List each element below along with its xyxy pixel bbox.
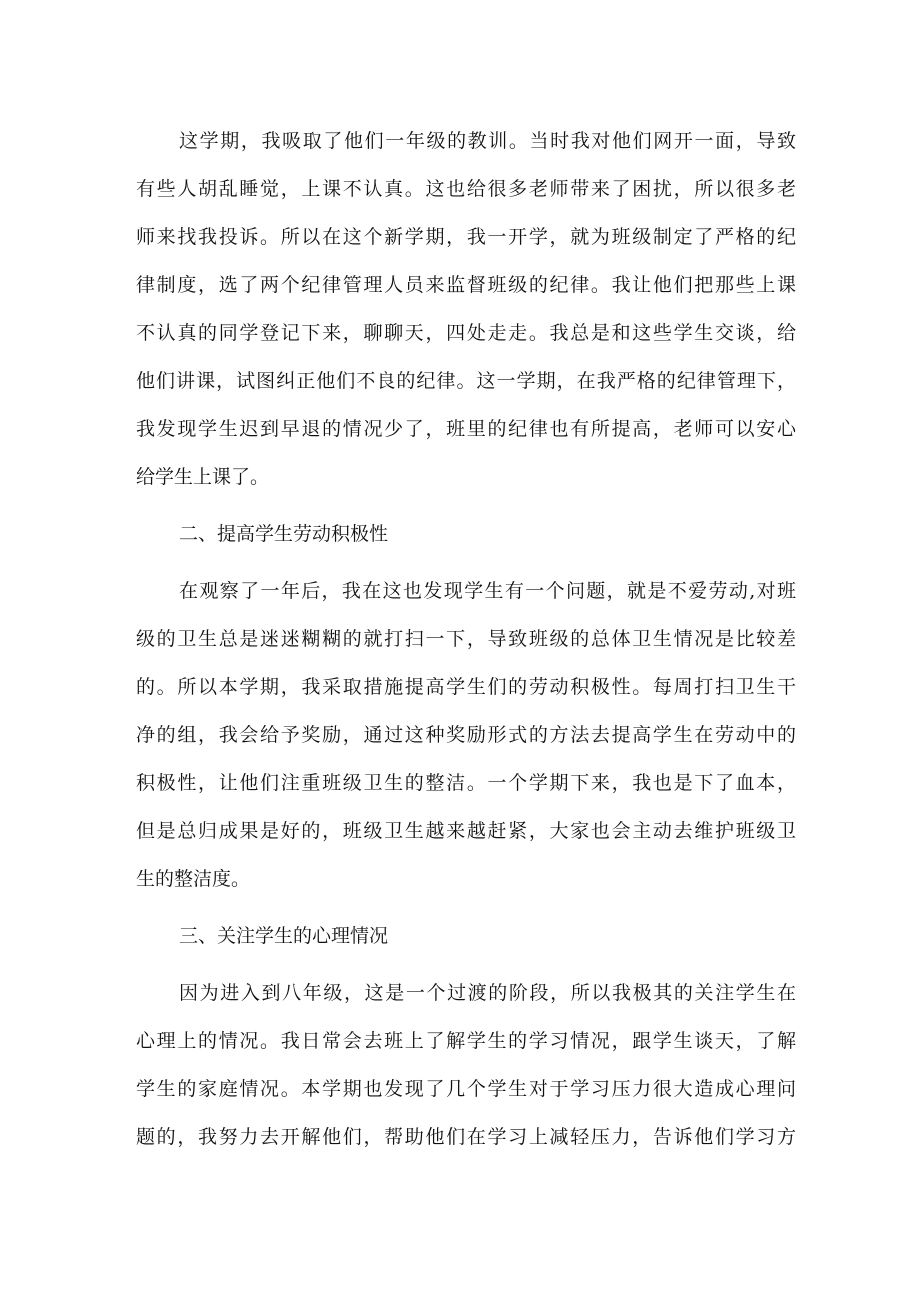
- paragraph-line: 在观察了一年后，我在这也发现学生有一个问题，就是不爱劳动,对班: [179, 580, 796, 602]
- section-heading-2: 二、提高学生劳动积极性: [179, 523, 389, 545]
- paragraph-line: 生的整洁度。: [136, 868, 251, 890]
- paragraph-line: 师来找我投诉。所以在这个新学期，我一开学，就为班级制定了严格的纪: [136, 226, 796, 248]
- paragraph-line: 他们讲课，试图纠正他们不良的纪律。这一学期，在我严格的纪律管理下，: [136, 370, 796, 392]
- paragraph-line: 积极性，让他们注重班级卫生的整洁。一个学期下来，我也是下了血本，: [136, 772, 796, 794]
- paragraph-line: 但是总归成果是好的，班级卫生越来越赶紧，大家也会主动去维护班级卫: [136, 820, 796, 842]
- paragraph-line: 净的组，我会给予奖励，通过这种奖励形式的方法去提高学生在劳动中的: [136, 724, 796, 746]
- paragraph-line: 有些人胡乱睡觉，上课不认真。这也给很多老师带来了困扰，所以很多老: [136, 178, 796, 200]
- paragraph-line: 我发现学生迟到早退的情况少了，班里的纪律也有所提高，老师可以安心: [136, 418, 796, 440]
- paragraph-line: 不认真的同学登记下来，聊聊天，四处走走。我总是和这些学生交谈，给: [136, 322, 796, 344]
- paragraph-line: 题的，我努力去开解他们，帮助他们在学习上减轻压力，告诉他们学习方: [136, 1126, 796, 1148]
- paragraph-line: 给学生上课了。: [136, 466, 270, 488]
- paragraph-line: 因为进入到八年级，这是一个过渡的阶段，所以我极其的关注学生在: [179, 982, 796, 1004]
- paragraph-line: 学生的家庭情况。本学期也发现了几个学生对于学习压力很大造成心理问: [136, 1078, 796, 1100]
- paragraph-line: 的。所以本学期，我采取措施提高学生们的劳动积极性。每周打扫卫生干: [136, 676, 796, 698]
- paragraph-line: 律制度，选了两个纪律管理人员来监督班级的纪律。我让他们把那些上课: [136, 274, 796, 296]
- paragraph-line: 心理上的情况。我日常会去班上了解学生的学习情况，跟学生谈天，了解: [136, 1030, 796, 1052]
- section-heading-3: 三、关注学生的心理情况: [179, 925, 389, 947]
- paragraph-line: 这学期，我吸取了他们一年级的教训。当时我对他们网开一面，导致: [179, 130, 796, 152]
- paragraph-line: 级的卫生总是迷迷糊糊的就打扫一下，导致班级的总体卫生情况是比较差: [136, 628, 796, 650]
